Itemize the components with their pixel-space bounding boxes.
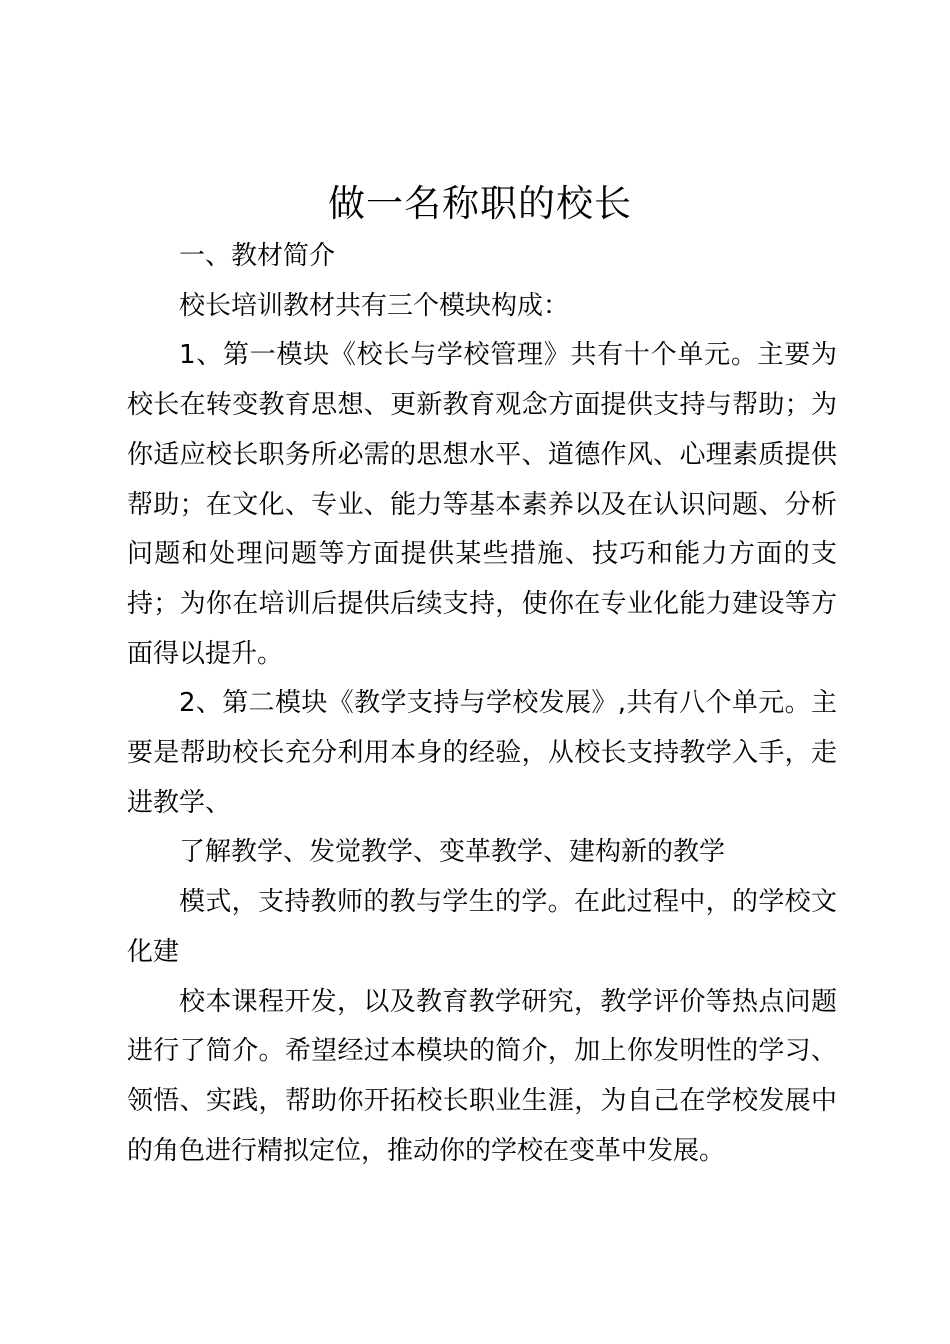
- module-2-continuation-1: 了解教学、发觉教学、变革教学、建构新的教学: [179, 837, 726, 868]
- module-2-paragraph: 2、第二模块《教学支持与学校发展》,共有八个单元。主要是帮助校长充分利用本身的经验，从校长支持教学入手，走进教学、: [127, 688, 837, 818]
- module-1-paragraph: 1、第一模块《校长与学校管理》共有十个单元。主要为校长在转变教育思想、更新教育观念方面提供支持与帮助；为你适应校长职务所必需的思想水平、道德作风、心理素质提供帮助；在文化、专业、能力等基本素养以及在认识问题、分析问题和处理问题等方面提供某些措施、技巧和能力方面的支持；为你在培训后提供后续支持，使你在专业化能力建设等方面得以提升。: [127, 340, 837, 669]
- document-title: 做一名称职的校长: [328, 182, 632, 225]
- intro-paragraph: 校长培训教材共有三个模块构成：: [179, 290, 570, 321]
- module-2-continuation-3: 校本课程开发，以及教育教学研究，教学评价等热点问题进行了简介。希望经过本模块的简介，加上你发明性的学习、领悟、实践，帮助你开拓校长职业生涯，为自己在学校发展中的角色进行精拟定位，推动你的学校在变革中发展。: [127, 986, 837, 1166]
- section-heading: 一、教材简介: [179, 241, 336, 271]
- document-body: [127, 232, 837, 1176]
- module-2-continuation-2: 模式，支持教师的教与学生的学。在此过程中，的学校文化建: [127, 887, 837, 967]
